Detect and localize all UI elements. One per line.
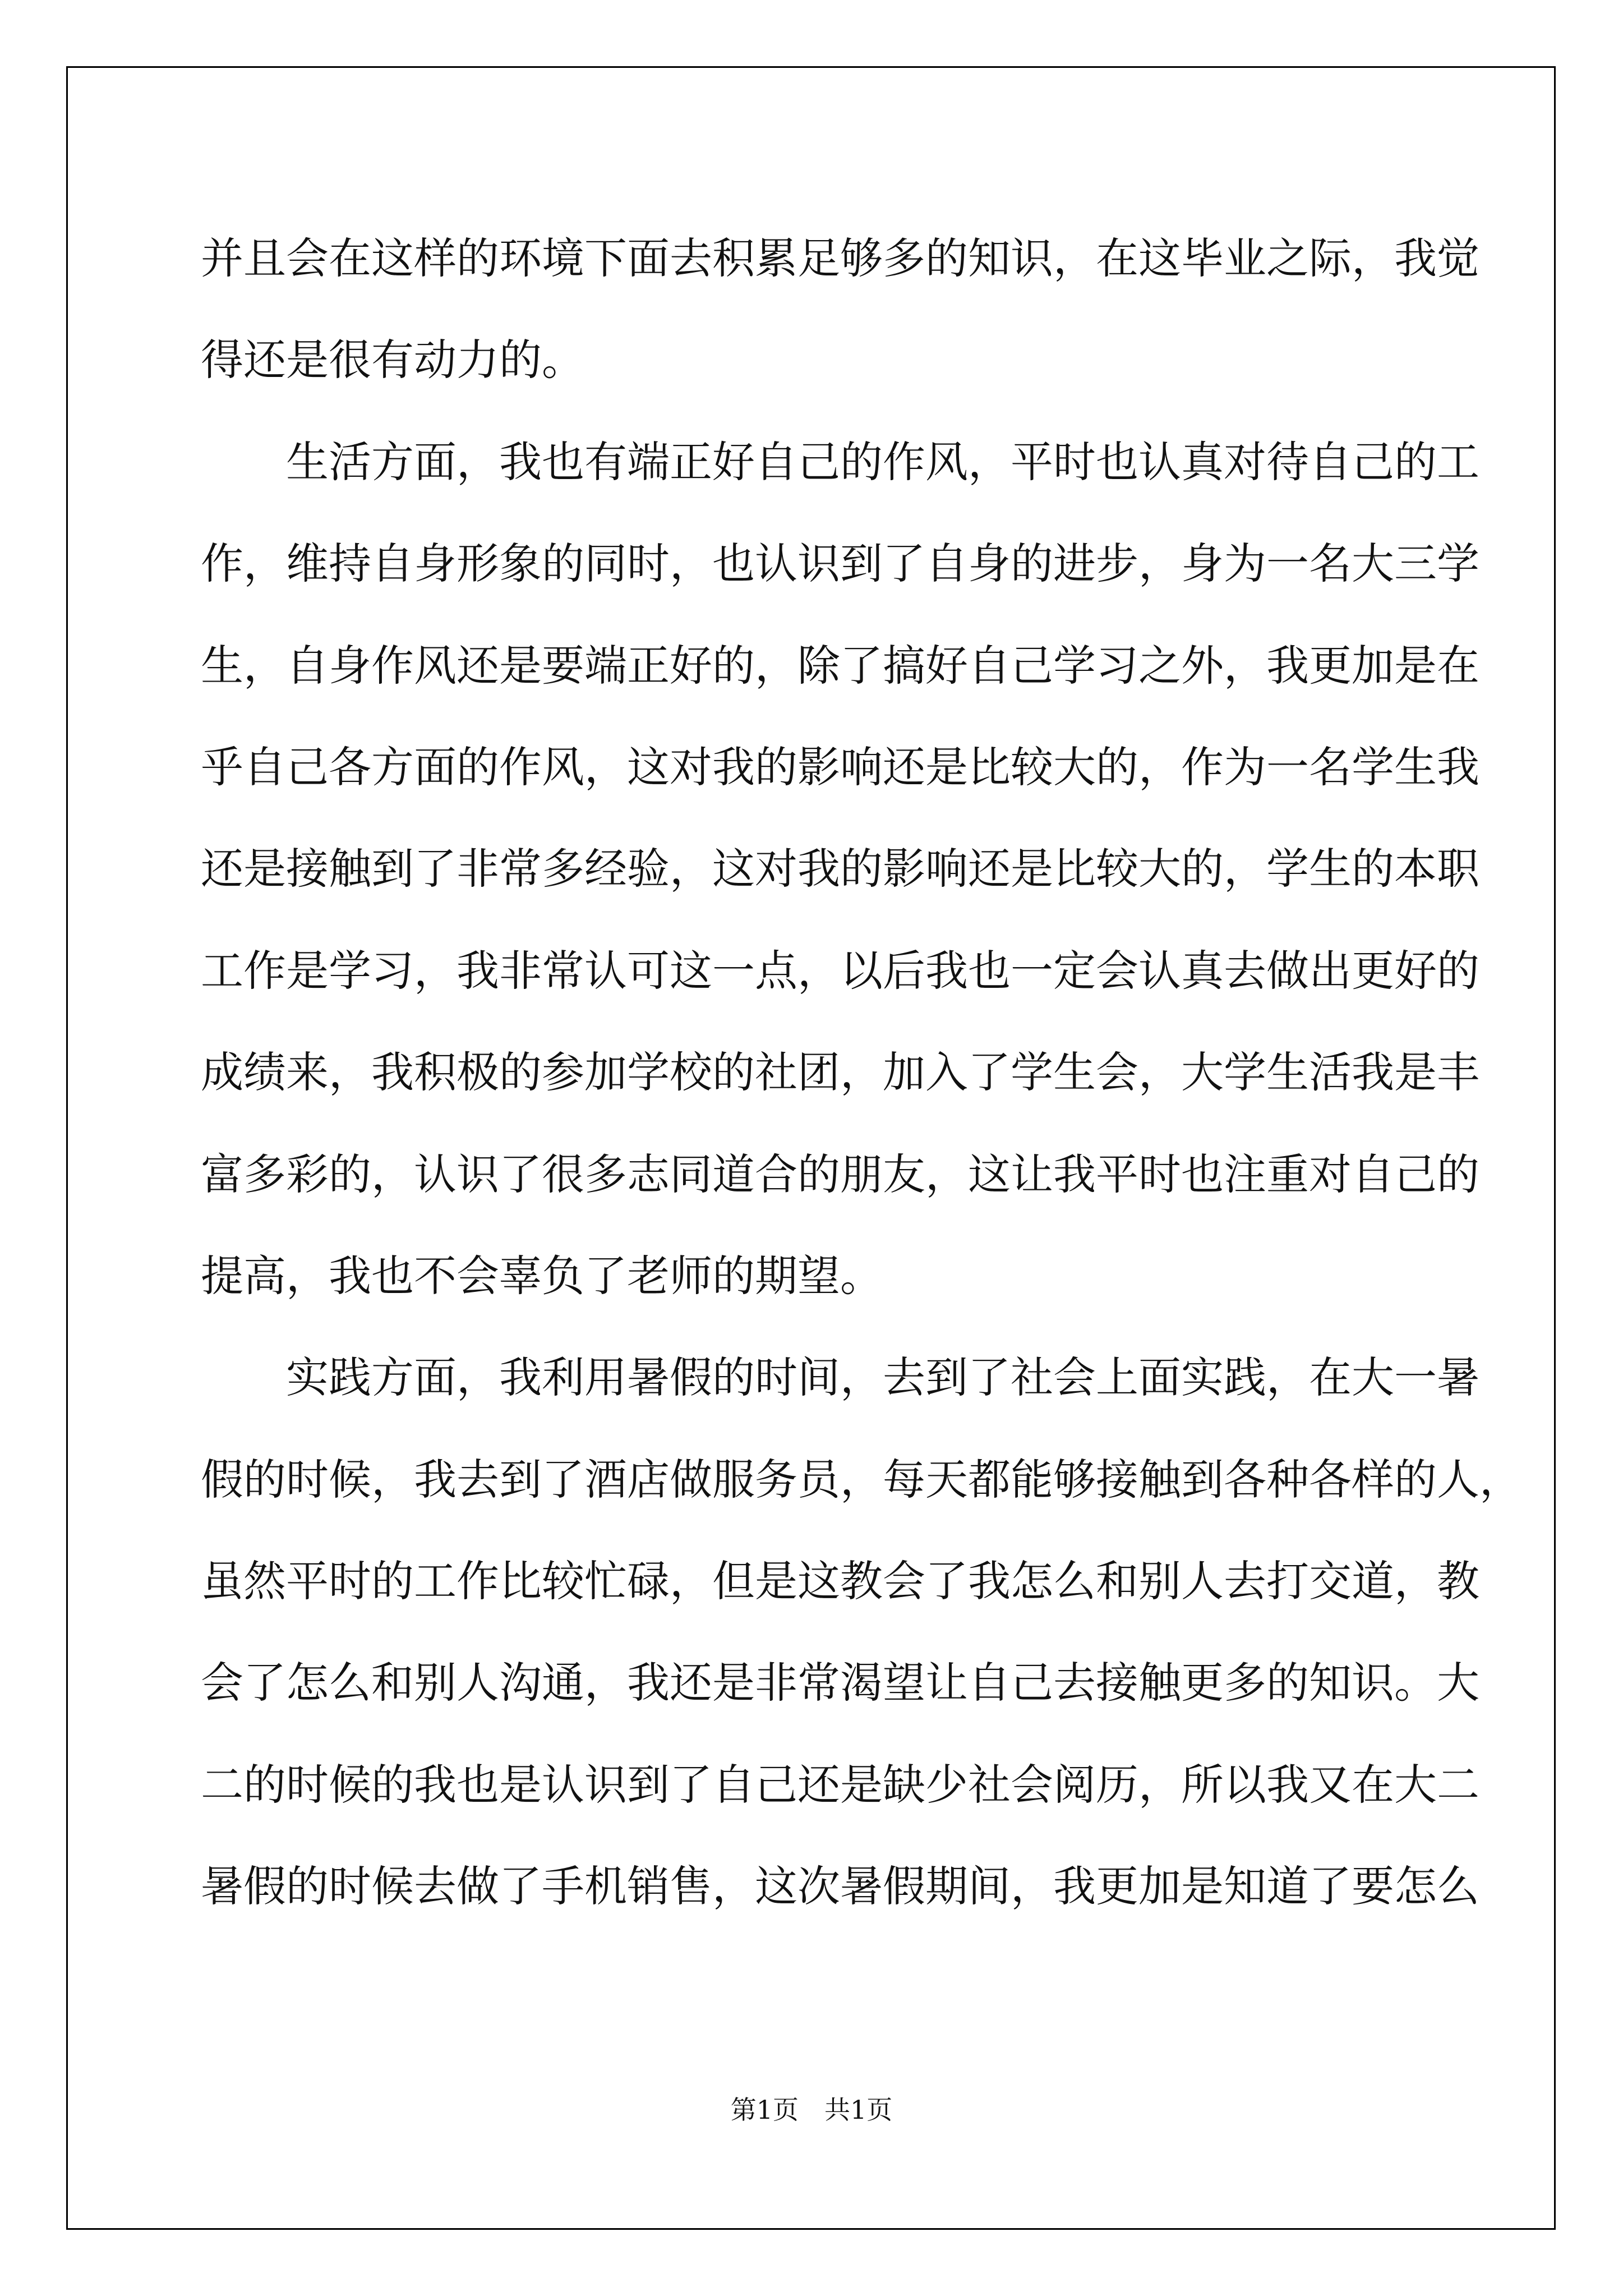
paragraph-line: 成绩来，我积极的参加学校的社团，加入了学生会，大学生活我是丰 <box>201 1047 1479 1098</box>
paragraph-line: 会了怎么和别人沟通，我还是非常渴望让自己去接触更多的知识。大 <box>201 1658 1479 1708</box>
paragraph-line: 生活方面，我也有端正好自己的作风，平时也认真对待自己的工 <box>286 436 1479 487</box>
paragraph-3 <box>201 1327 1522 1937</box>
paragraph-line: 虽然平时的工作比较忙碌，但是这教会了我怎么和别人去打交道，教 <box>201 1556 1479 1607</box>
paragraph-line: 作，维持自身形象的同时，也认识到了自身的进步，身为一名大三学 <box>201 539 1479 589</box>
paragraph-line: 富多彩的，认识了很多志同道合的朋友，这让我平时也注重对自己的 <box>201 1149 1479 1199</box>
paragraph-line: 得还是很有动力的。 <box>201 335 584 385</box>
page-number-footer: 第1页 共1页 <box>730 2095 893 2125</box>
document-body <box>201 208 1522 1938</box>
paragraph-line: 二的时候的我也是认识到了自己还是缺少社会阅历，所以我又在大二 <box>201 1759 1479 1810</box>
paragraph-2 <box>201 411 1479 1327</box>
paragraph-line: 假的时候，我去到了酒店做服务员，每天都能够接触到各种各样的人， <box>201 1454 1522 1504</box>
paragraph-line: 并且会在这样的环境下面去积累足够多的知识，在这毕业之际，我觉 <box>201 233 1479 283</box>
paragraph-line: 还是接触到了非常多经验，这对我的影响还是比较大的，学生的本职 <box>201 844 1479 894</box>
paragraph-line: 乎自己各方面的作风，这对我的影响还是比较大的，作为一名学生我 <box>201 742 1479 792</box>
paragraph-line: 工作是学习，我非常认可这一点，以后我也一定会认真去做出更好的 <box>201 945 1479 996</box>
paragraph-line: 暑假的时候去做了手机销售，这次暑假期间，我更加是知道了要怎么 <box>201 1861 1479 1912</box>
paragraph-line: 生，自身作风还是要端正好的，除了搞好自己学习之外，我更加是在 <box>201 640 1479 691</box>
paragraph-line: 提高，我也不会辜负了老师的期望。 <box>201 1250 883 1301</box>
paragraph-1 <box>201 208 1479 411</box>
paragraph-line: 实践方面，我利用暑假的时间，去到了社会上面实践，在大一暑 <box>286 1352 1479 1403</box>
